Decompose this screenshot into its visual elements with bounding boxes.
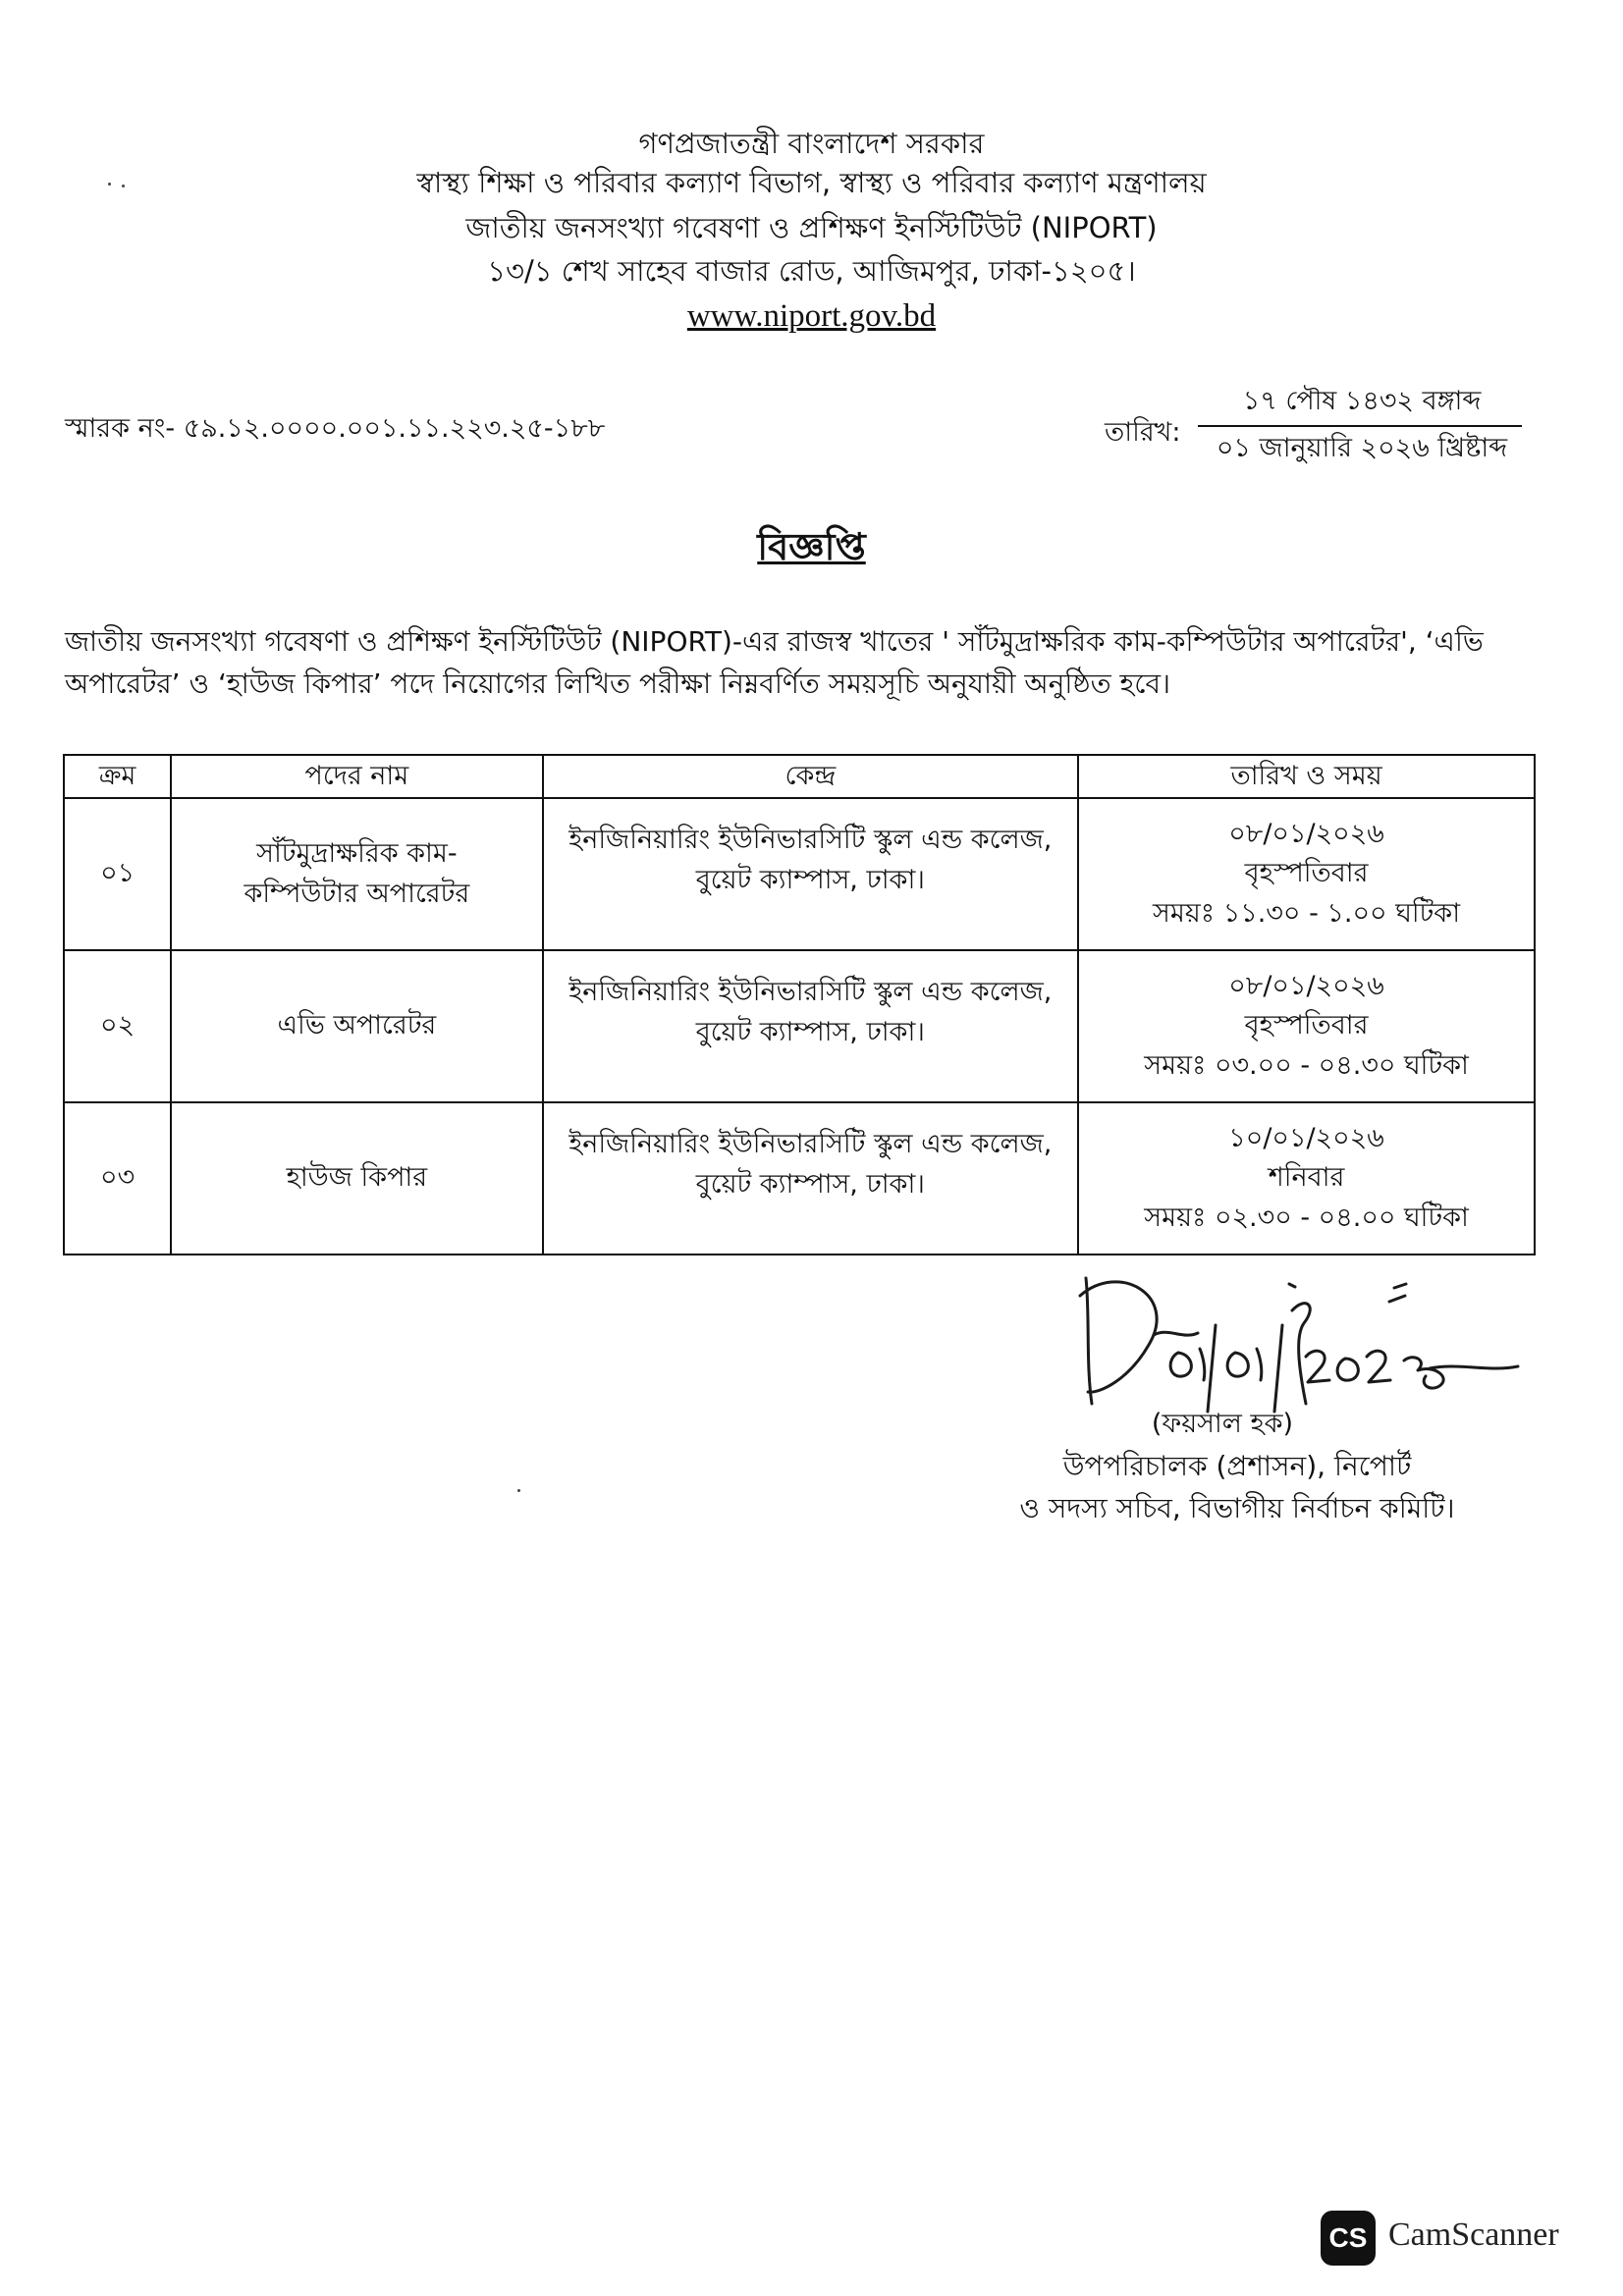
exam-day: বৃহস্পতিবার (1244, 858, 1369, 889)
exam-time: সময়ঃ ০৩.০০ - ০৪.৩০ ঘটিকা (1144, 1049, 1469, 1081)
camscanner-brand-text: CamScanner (1388, 2216, 1559, 2253)
notice-title-text: বিজ্ঞপ্তি (757, 525, 866, 568)
post-line: এভি অপারেটর (277, 1010, 437, 1041)
camscanner-logo-icon: CS (1321, 2211, 1376, 2266)
cell-center (543, 798, 1079, 950)
center-line: বুয়েট ক্যাম্পাস, ঢাকা। (695, 1016, 925, 1047)
post-line: সাঁটমুদ্রাক্ষরিক কাম- (256, 838, 458, 869)
center-line: ইনজিনিয়ারিং ইউনিভারসিটি স্কুল এন্ড কলেজ, (568, 1129, 1053, 1159)
designation-line: ও সদস্য সচিব, বিভাগীয় নির্বাচন কমিটি। (1019, 1492, 1455, 1525)
center-line: বুয়েট ক্যাম্পাস, ঢাকা। (695, 864, 925, 895)
table-header-row (64, 755, 1535, 798)
date-label: তারিখ: (1105, 417, 1181, 448)
cell-datetime (1078, 1102, 1535, 1255)
notice-title (0, 518, 1623, 581)
center-line: ইনজিনিয়ারিং ইউনিভারসিটি স্কুল এন্ড কলেজ, (568, 825, 1053, 855)
exam-date: ০৮/০১/২০২৬ (1228, 970, 1384, 1001)
cell-post (171, 798, 542, 950)
cell-center (543, 1102, 1079, 1255)
date-gregorian: ০১ জানুয়ারি ২০২৬ খ্রিষ্টাব্দ (1216, 433, 1508, 463)
header-line-division: স্বাস্থ্য শিক্ষা ও পরিবার কল্যাণ বিভাগ, স্বাস্থ্য ও পরিবার কল্যাণ মন্ত্রণালয় (416, 166, 1207, 199)
date-divider (1198, 425, 1522, 427)
post-line: হাউজ কিপার (286, 1162, 428, 1194)
cell-serial: ০২ (64, 950, 171, 1102)
notice-body: জাতীয় জনসংখ্যা গবেষণা ও প্রশিক্ষণ ইনস্টিটিউট (NIPORT)-এর রাজস্ব খাতের ' সাঁটমুদ্রাক্ষরিক কাম-কম্পিউটার অপারেটর', ‘এভি অপারেটর’ ও ‘হাউজ কিপার’ পদে নিয়োগের লিখিত পরীক্ষা নিম্নবর্ণিত সময়সূচি অনুযায়ী অনুষ্ঠিত হবে। (65, 625, 1484, 701)
memo-number: স্মারক নং- ৫৯.১২.০০০০.০০১.১১.২২৩.২৫-১৮৮ (65, 413, 606, 444)
signature-mark-icon (1060, 1266, 1571, 1414)
col-header-center: কেন্দ্র (543, 755, 1079, 798)
post-line: কম্পিউটার অপারেটর (243, 878, 470, 909)
exam-date: ০৮/০১/২০২৬ (1228, 818, 1384, 849)
scan-speck (122, 185, 125, 187)
exam-schedule-table (63, 754, 1536, 1255)
designation-line: উপপরিচালক (প্রশাসন), নিপোর্ট (1062, 1450, 1412, 1482)
center-line: ইনজিনিয়ারিং ইউনিভারসিটি স্কুল এন্ড কলেজ, (568, 977, 1053, 1007)
signatory-name: (ফয়সাল হক) (1151, 1409, 1294, 1439)
cell-post (171, 950, 542, 1102)
signatory-designation (982, 1445, 1492, 1530)
cell-serial: ০৩ (64, 1102, 171, 1255)
center-line: বুয়েট ক্যাম্পাস, ঢাকা। (695, 1168, 925, 1200)
scan-speck (108, 183, 111, 186)
cell-datetime (1078, 798, 1535, 950)
header-website-link[interactable]: www.niport.gov.bd (686, 298, 937, 334)
exam-day: বৃহস্পতিবার (1244, 1010, 1369, 1041)
col-header-post: পদের নাম (171, 755, 542, 798)
exam-date: ১০/০১/২০২৬ (1228, 1122, 1384, 1153)
header-line-institute: জাতীয় জনসংখ্যা গবেষণা ও প্রশিক্ষণ ইনস্টিটিউট (NIPORT) (465, 211, 1158, 244)
header-line-address: ১৩/১ শেখ সাহেব বাজার রোড, আজিমপুর, ঢাকা-১২০৫। (487, 254, 1136, 288)
cell-datetime (1078, 950, 1535, 1102)
cell-center (543, 950, 1079, 1102)
table-row (64, 950, 1535, 1102)
col-header-serial: ক্রম (64, 755, 171, 798)
cell-post (171, 1102, 542, 1255)
table-row (64, 798, 1535, 950)
exam-time: সময়ঃ ১১.৩০ - ১.০০ ঘটিকা (1153, 897, 1461, 929)
table-row (64, 1102, 1535, 1255)
cell-serial: ০১ (64, 798, 171, 950)
exam-day: শনিবার (1268, 1162, 1345, 1194)
date-bangla: ১৭ পৌষ ১৪৩২ বঙ্গাব্দ (1242, 386, 1482, 416)
header-line-government: গণপ্রজাতন্ত্রী বাংলাদেশ সরকার (638, 127, 985, 160)
scan-speck (517, 1489, 520, 1492)
exam-time: সময়ঃ ০২.৩০ - ০৪.০০ ঘটিকা (1144, 1201, 1469, 1233)
col-header-datetime: তারিখ ও সময় (1078, 755, 1535, 798)
